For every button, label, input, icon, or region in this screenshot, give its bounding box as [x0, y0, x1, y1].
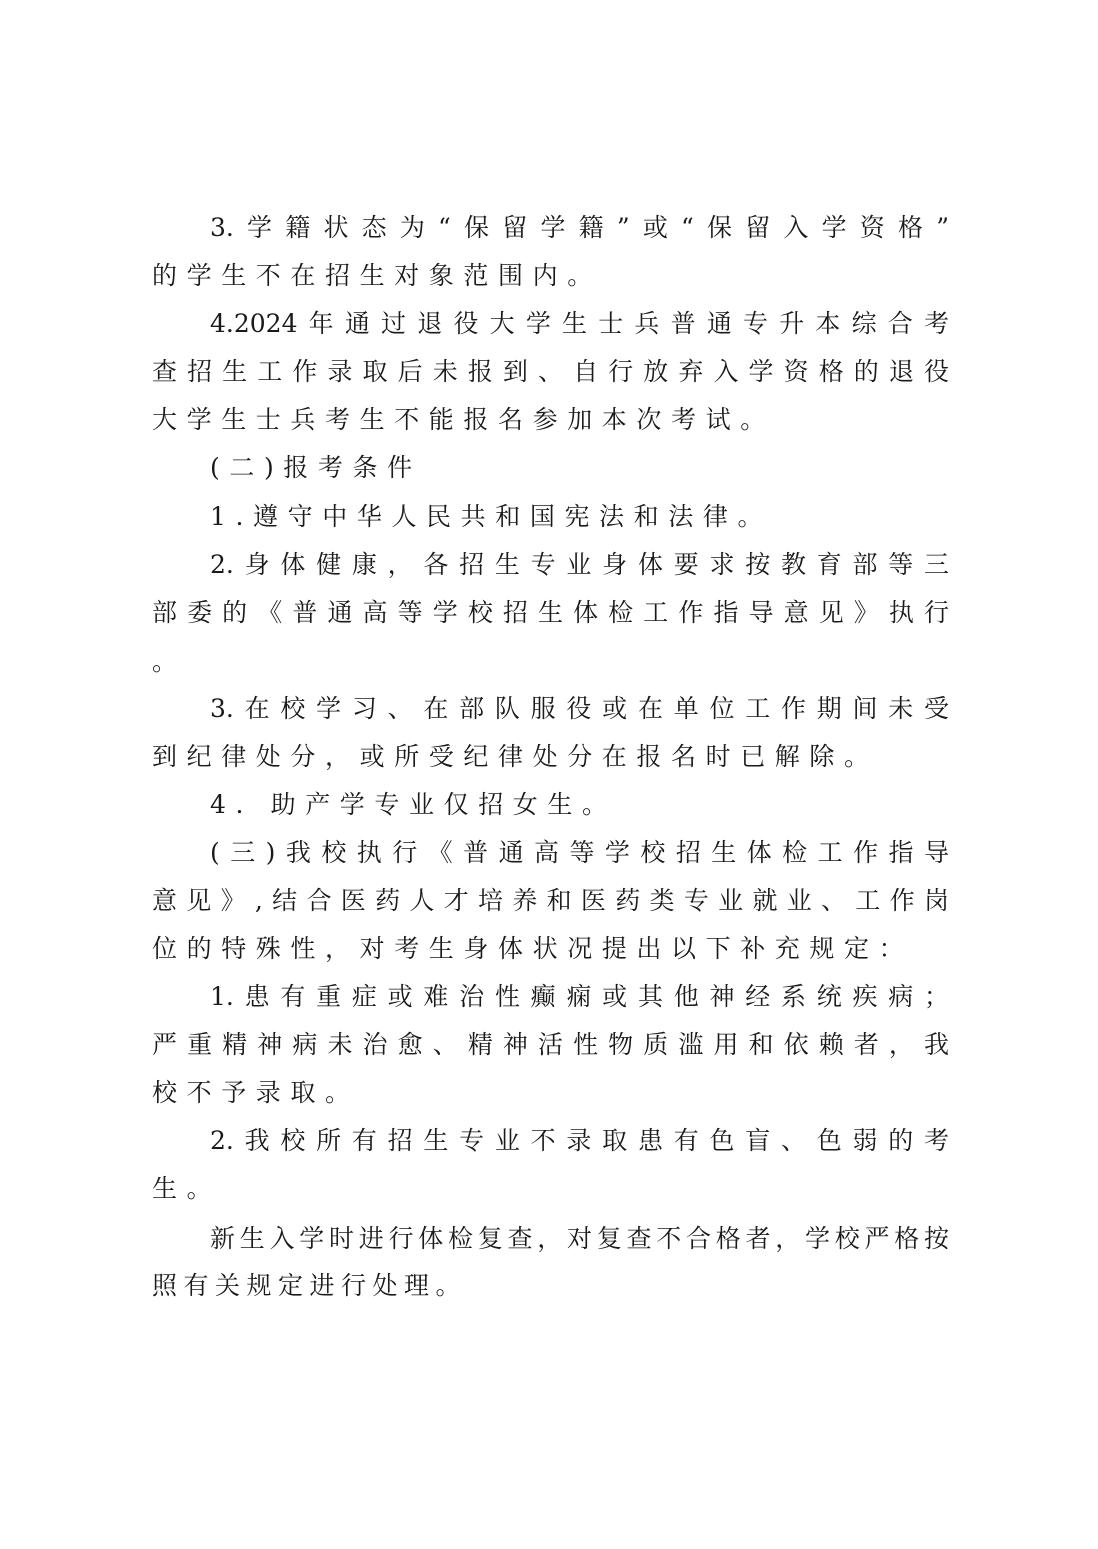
paragraph-line: 查招生工作录取后未报到、自行放弃入学资格的退役 [152, 357, 949, 386]
paragraph-line: 3.学籍状态为“保留学籍”或“保留入学资格” [210, 213, 949, 242]
paragraph-line: 大学生士兵考生不能报名参加本次考试。 [152, 405, 775, 434]
section-heading: (三)我校执行《普通高等学校招生体检工作指导 [210, 838, 949, 867]
paragraph-line: 1.遵守中华人民共和国宪法和法律。 [210, 502, 773, 531]
paragraph-line: 校不予录取。 [152, 1078, 360, 1107]
paragraph-line: 到纪律处分，或所受纪律处分在报名时已解除。 [152, 742, 879, 771]
paragraph-line: 1.患有重症或难治性癫痫或其他神经系统疾病； [210, 982, 949, 1011]
paragraph-line: 。 [152, 647, 187, 676]
paragraph-line: 意见》,结合医药人才培养和医药类专业就业、工作岗 [152, 886, 949, 915]
paragraph-line: 照有关规定进行处理。 [152, 1271, 468, 1300]
paragraph-line: 新生入学时进行体检复查，对复查不合格者，学校严格按 [210, 1224, 949, 1253]
paragraph-line: 2.我校所有招生专业不录取患有色盲、色弱的考 [210, 1126, 949, 1155]
paragraph-line: 4.2024年通过退役大学生士兵普通专升本综合考 [210, 309, 949, 338]
paragraph-line: 的学生不在招生对象范围内。 [152, 261, 602, 290]
paragraph-line: 4. 助产学专业仅招女生。 [210, 790, 617, 819]
paragraph-line: 部委的《普通高等学校招生体检工作指导意见》执行 [152, 598, 949, 627]
paragraph-line: 2.身体健康，各招生专业身体要求按教育部等三 [210, 550, 949, 579]
paragraph-line: 位的特殊性，对考生身体状况提出以下补充规定： [152, 934, 914, 963]
paragraph-line: 生。 [152, 1174, 222, 1203]
paragraph-line: 3.在校学习、在部队服役或在单位工作期间未受 [210, 694, 949, 723]
paragraph-line: 严重精神病未治愈、精神活性物质滥用和依赖者，我 [152, 1030, 949, 1059]
section-heading: (二)报考条件 [210, 453, 422, 482]
